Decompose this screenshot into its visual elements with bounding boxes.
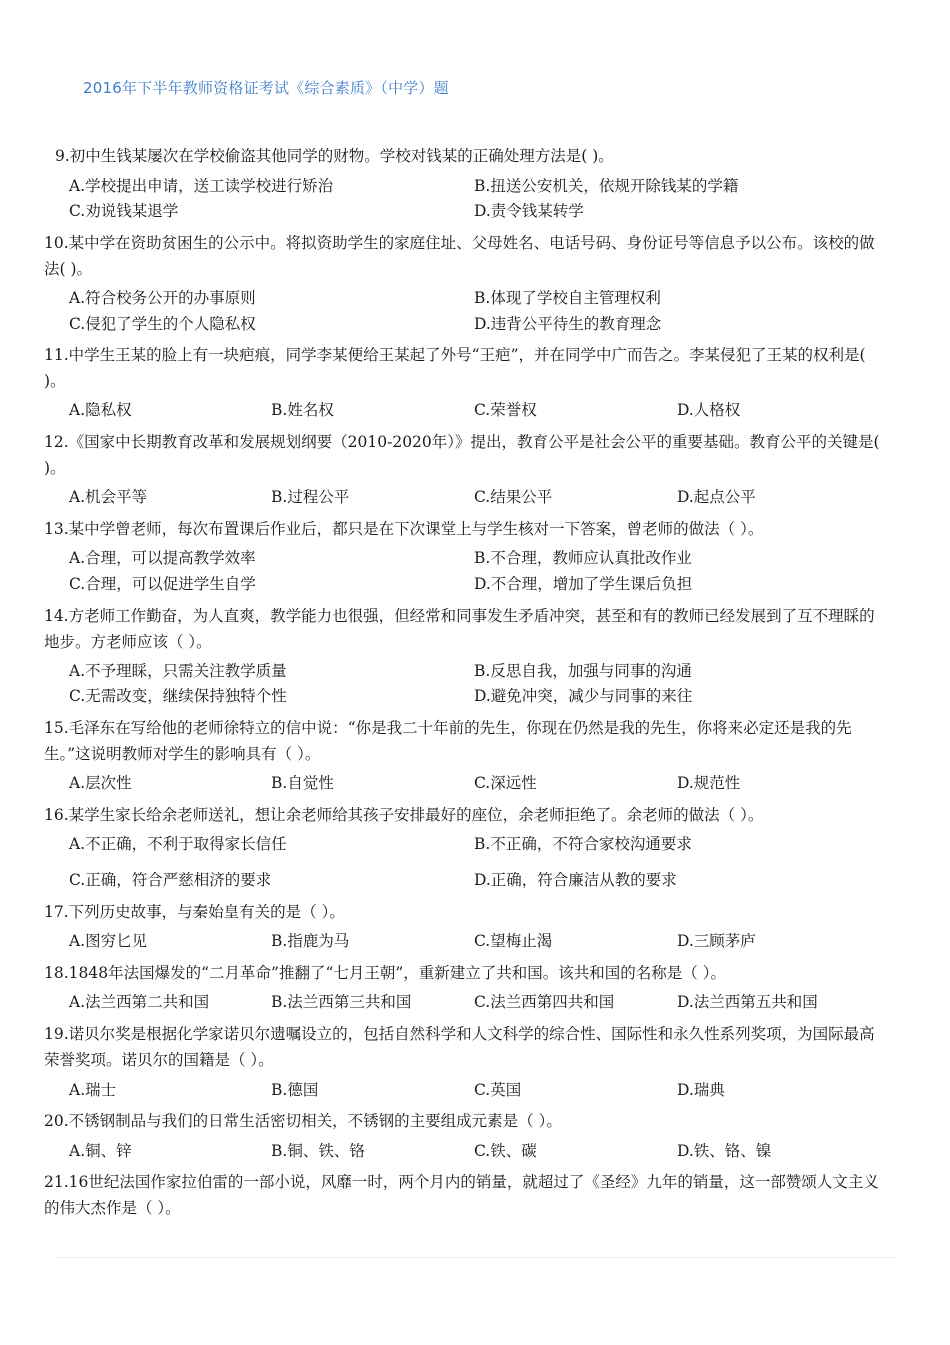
footer-divider <box>55 1257 895 1258</box>
option: B.过程公平 <box>271 488 350 506</box>
option: B.不正确，不符合家校沟通要求 <box>474 835 692 853</box>
option: D.责令钱某转学 <box>474 202 584 220</box>
question-stem: 20.不锈钢制品与我们的日常生活密切相关，不锈钢的主要组成元素是（ ）。 <box>44 1112 562 1130</box>
option: B.铜、铁、铬 <box>271 1142 365 1160</box>
option: C.侵犯了学生的个人隐私权 <box>69 315 256 333</box>
option: D.瑞典 <box>677 1081 725 1099</box>
option: C.望梅止渴 <box>474 932 553 950</box>
option: A.层次性 <box>69 774 132 792</box>
option: B.不合理，教师应认真批改作业 <box>474 549 692 567</box>
option: D.法兰西第五共和国 <box>677 993 818 1011</box>
option: B.指鹿为马 <box>271 932 350 950</box>
question-stem: 16.某学生家长给余老师送礼，想让余老师给其孩子安排最好的座位，余老师拒绝了。余老师的做法（ ）。 <box>44 806 764 824</box>
question-stem: 9.初中生钱某屡次在学校偷盗其他同学的财物。学校对钱某的正确处理方法是( )。 <box>55 147 614 165</box>
option: A.不予理睬，只需关注教学质量 <box>69 662 287 680</box>
option: C.无需改变，继续保持独特个性 <box>69 687 287 705</box>
option: B.德国 <box>271 1081 319 1099</box>
option: B.扭送公安机关，依规开除钱某的学籍 <box>474 177 739 195</box>
option: D.三顾茅庐 <box>677 932 756 950</box>
option: B.姓名权 <box>271 401 334 419</box>
option: D.违背公平待生的教育理念 <box>474 315 662 333</box>
option: D.铁、铬、镍 <box>677 1142 772 1160</box>
question-stem: 15.毛泽东在写给他的老师徐特立的信中说：“你是我二十年前的先生，你现在仍然是我的先生，你将来必定还是我的先生。”这说明教师对学生的影响具有（ ）。 <box>44 719 852 763</box>
question-stem: 18.1848年法国爆发的“二月革命”推翻了“七月王朝”，重新建立了共和国。该共和国的名称是（ ）。 <box>44 964 726 982</box>
option: A.隐私权 <box>69 401 132 419</box>
question-stem: 11.中学生王某的脸上有一块疤痕，同学李某便给王某起了外号“王疤”，并在同学中广而告之。李某侵犯了王某的权利是( )。 <box>44 346 866 390</box>
option: C.铁、碳 <box>474 1142 537 1160</box>
option: C.结果公平 <box>474 488 553 506</box>
option: C.英国 <box>474 1081 522 1099</box>
option: D.不合理，增加了学生课后负担 <box>474 575 693 593</box>
option: A.法兰西第二共和国 <box>69 993 210 1011</box>
option: A.不正确，不利于取得家长信任 <box>69 835 287 853</box>
option: B.自觉性 <box>271 774 334 792</box>
option: D.起点公平 <box>677 488 756 506</box>
option: D.人格权 <box>677 401 741 419</box>
option: D.避免冲突，减少与同事的来往 <box>474 687 693 705</box>
page-header-title: 2016年下半年教师资格证考试《综合素质》（中学）题 <box>83 79 449 97</box>
option: C.劝说钱某退学 <box>69 202 179 220</box>
option: A.学校提出申请，送工读学校进行矫治 <box>69 177 334 195</box>
option: A.机会平等 <box>69 488 148 506</box>
option: B.反思自我，加强与同事的沟通 <box>474 662 692 680</box>
option: C.荣誉权 <box>474 401 537 419</box>
option: A.瑞士 <box>69 1081 117 1099</box>
option: C.正确，符合严慈相济的要求 <box>69 871 272 889</box>
option: B.体现了学校自主管理权利 <box>474 289 661 307</box>
question-stem: 21.16世纪法国作家拉伯雷的一部小说，风靡一时，两个月内的销量，就超过了《圣经》九年的销量，这一部赞颂人文主义的伟大杰作是（ ）。 <box>44 1173 879 1217</box>
option: A.图穷匕见 <box>69 932 148 950</box>
option: C.合理，可以促进学生自学 <box>69 575 256 593</box>
option: D.规范性 <box>677 774 741 792</box>
option: A.铜、锌 <box>69 1142 132 1160</box>
question-stem: 12.《国家中长期教育改革和发展规划纲要（2010-2020年）》提出，教育公平是社会公平的重要基础。教育公平的关键是( )。 <box>44 433 880 477</box>
question-stem: 10.某中学在资助贫困生的公示中。将拟资助学生的家庭住址、父母姓名、电话号码、身份证号等信息予以公布。该校的做法( )。 <box>44 234 875 278</box>
option: B.法兰西第三共和国 <box>271 993 412 1011</box>
option: D.正确，符合廉洁从教的要求 <box>474 871 677 889</box>
option: C.深远性 <box>474 774 537 792</box>
question-stem: 19.诺贝尔奖是根据化学家诺贝尔遗嘱设立的，包括自然科学和人文科学的综合性、国际性和永久性系列奖项，为国际最高荣誉奖项。诺贝尔的国籍是（ ）。 <box>44 1025 875 1069</box>
option: A.符合校务公开的办事原则 <box>69 289 256 307</box>
question-stem: 13.某中学曾老师，每次布置课后作业后，都只是在下次课堂上与学生核对一下答案，曾老师的做法（ ）。 <box>44 520 764 538</box>
question-stem: 14.方老师工作勤奋，为人直爽，教学能力也很强，但经常和同事发生矛盾冲突，甚至和有的教师已经发展到了互不理睬的地步。方老师应该（ ）。 <box>44 607 875 651</box>
option: A.合理，可以提高教学效率 <box>69 549 256 567</box>
question-stem: 17.下列历史故事，与秦始皇有关的是（ ）。 <box>44 903 345 921</box>
option: C.法兰西第四共和国 <box>474 993 615 1011</box>
